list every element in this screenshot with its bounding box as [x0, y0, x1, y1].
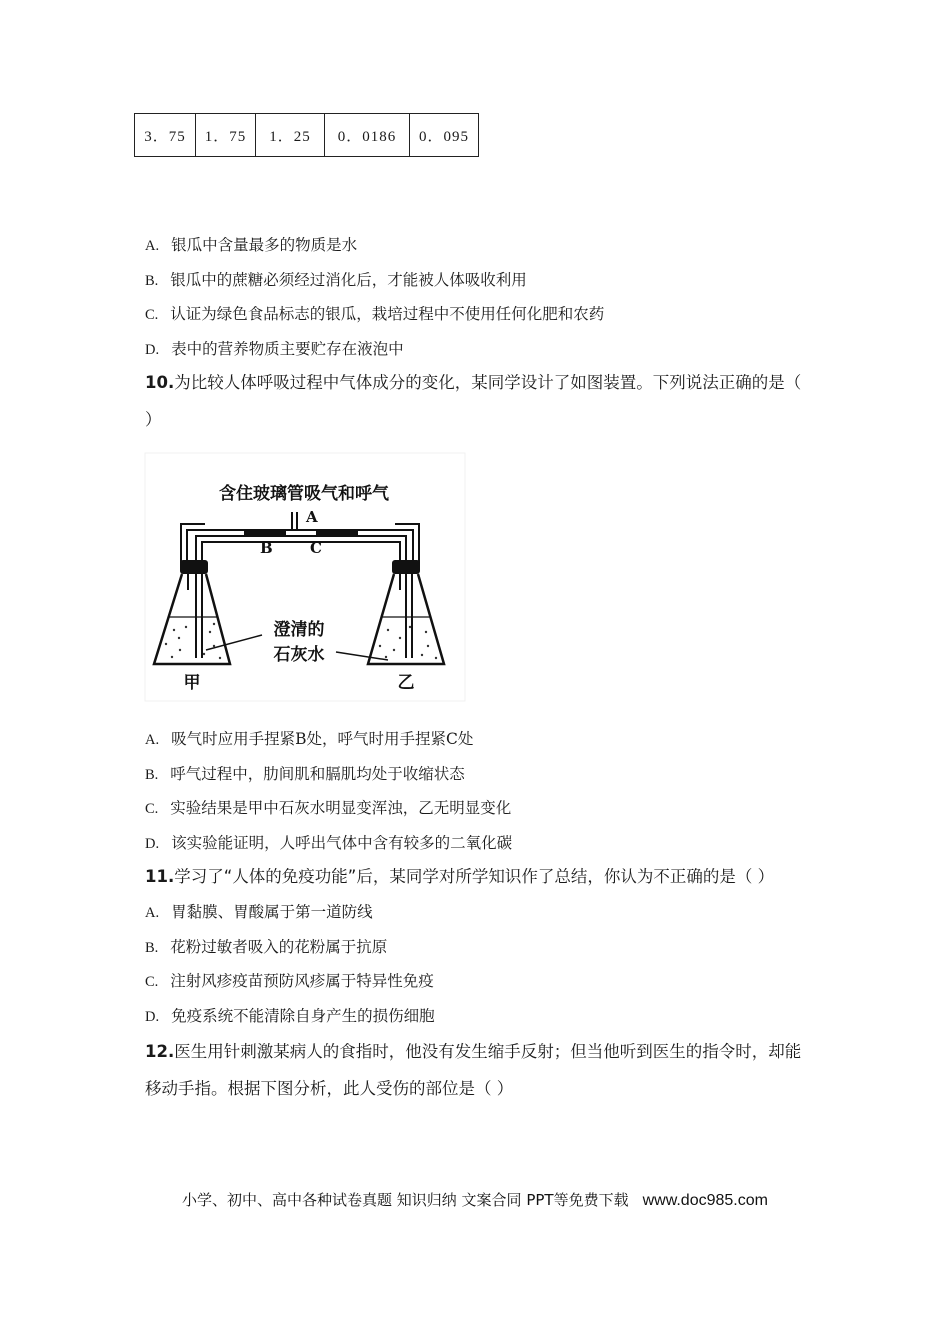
table-cell: 0．0186 [325, 114, 410, 157]
liquid-label-line2: 石灰水 [273, 645, 325, 665]
clamp-c [316, 530, 358, 537]
q10-option-d: D. 该实验能证明，人呼出气体中含有较多的二氧化碳 [145, 834, 513, 852]
breathing-apparatus-figure [144, 452, 466, 702]
nutrient-table [134, 113, 479, 157]
figure-caption: 含住玻璃管吸气和呼气 [219, 484, 389, 504]
q11-option-d: D. 免疫系统不能清除自身产生的损伤细胞 [145, 1007, 435, 1025]
data-table-wrapper [134, 113, 479, 157]
liquid-label-line1: 澄清的 [273, 620, 325, 640]
table-cell: 0．095 [410, 114, 479, 157]
q10-stem: 10.为比较人体呼吸过程中气体成分的变化，某同学设计了如图装置。下列说法正确的是（ [145, 373, 802, 392]
q10-option-b: B. 呼气过程中，肋间肌和膈肌均处于收缩状态 [145, 765, 465, 783]
q10-option-a: A. 吸气时应用手捏紧B处，呼气时用手捏紧C处 [145, 730, 474, 748]
q11-stem: 11.学习了“人体的免疫功能”后，某同学对所学知识作了总结，你认为不正确的是（ ） [145, 867, 775, 886]
q9-option-b: B. 银瓜中的蔗糖必须经过消化后，才能被人体吸收利用 [145, 271, 527, 289]
q9-option-a: A. 银瓜中含量最多的物质是水 [145, 236, 358, 254]
label-b: B [260, 539, 273, 557]
q12-stem-continued: 移动手指。根据下图分析，此人受伤的部位是（ ） [145, 1079, 514, 1098]
q11-option-b: B. 花粉过敏者吸入的花粉属于抗原 [145, 938, 388, 956]
q11-option-a: A. 胃黏膜、胃酸属于第一道防线 [145, 903, 373, 921]
footer-text: 小学、初中、高中各种试卷真题 知识归纳 文案合同 PPT等免费下载 [182, 1191, 629, 1209]
table-cell: 1．25 [256, 114, 325, 157]
q10-stem-continued: ） [145, 410, 162, 429]
q12-stem: 12.医生用针刺激某病人的食指时，他没有发生缩手反射；但当他听到医生的指令时，却能 [145, 1042, 802, 1061]
page-footer [0, 1189, 950, 1210]
label-a: A [306, 508, 318, 526]
table-cell: 1．75 [196, 114, 256, 157]
table-row [135, 114, 479, 157]
q11-option-c: C. 注射风疹疫苗预防风疹属于特异性免疫 [145, 972, 434, 990]
flask-right-label: 乙 [397, 673, 415, 693]
table-cell: 3．75 [135, 114, 196, 157]
clamp-b [244, 530, 286, 537]
footer-site-link[interactable]: www.doc985.com [642, 1192, 768, 1209]
q9-option-c: C. 认证为绿色食品标志的银瓜，栽培过程中不使用任何化肥和农药 [145, 305, 605, 323]
label-c: C [310, 539, 322, 557]
flask-left-label: 甲 [183, 673, 201, 693]
q9-option-d: D. 表中的营养物质主要贮存在液泡中 [145, 340, 404, 358]
q10-option-c: C. 实验结果是甲中石灰水明显变浑浊，乙无明显变化 [145, 799, 512, 817]
